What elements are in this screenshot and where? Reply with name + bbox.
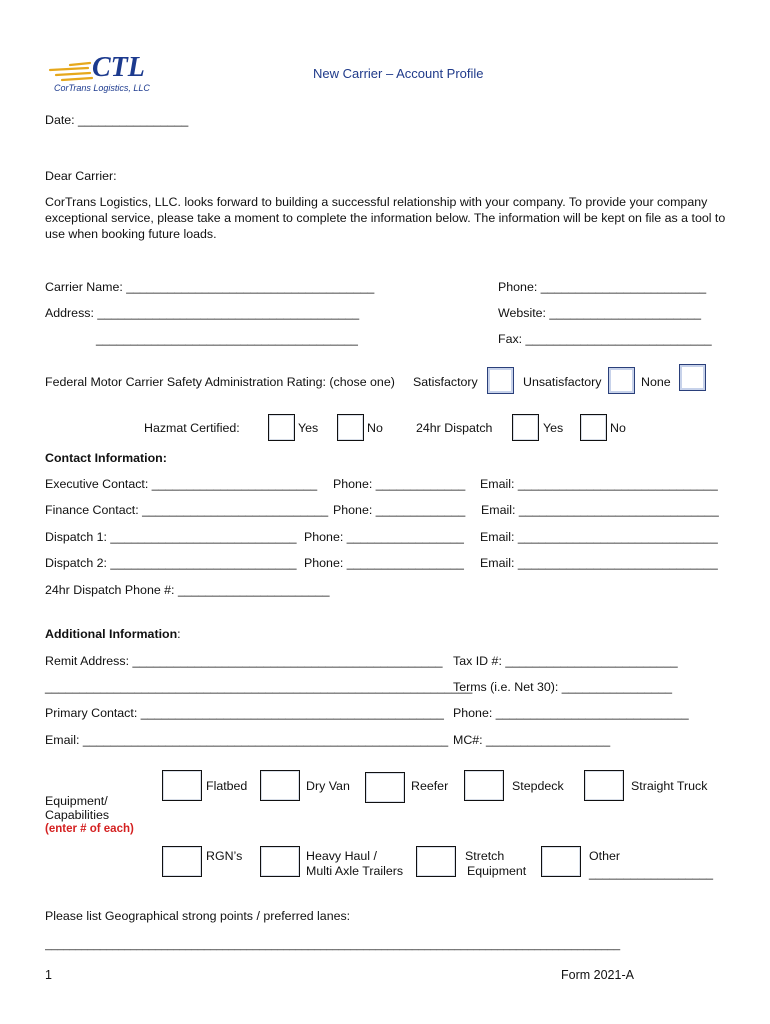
- stepdeck-count-box[interactable]: [464, 770, 504, 801]
- carrier-address-line2[interactable]: ______________________________________: [96, 332, 358, 346]
- equipment-note: (enter # of each): [45, 823, 134, 835]
- lanes-field[interactable]: ______________________________________________________________________________________________: [45, 939, 621, 951]
- finance-phone-field[interactable]: Phone: _____________: [333, 503, 466, 517]
- carrier-address-field[interactable]: Address: ______________________________________: [45, 306, 360, 320]
- unsatisfactory-checkbox[interactable]: [608, 367, 635, 394]
- dispatch2-phone-field[interactable]: Phone: _________________: [304, 556, 464, 570]
- ctl-logo: [48, 48, 163, 96]
- equipment-label-line2: Capabilities: [45, 808, 110, 822]
- hazmat-no-checkbox[interactable]: [337, 414, 364, 441]
- satisfactory-checkbox[interactable]: [487, 367, 514, 394]
- other-count-box[interactable]: [541, 846, 581, 877]
- stepdeck-label: Stepdeck: [512, 779, 564, 793]
- dispatch24-yes-label: Yes: [543, 421, 564, 435]
- page-number: 1: [45, 968, 52, 982]
- dispatch1-phone-field[interactable]: Phone: _________________: [304, 530, 464, 544]
- stretch-label-line2: Equipment: [467, 864, 527, 878]
- terms-field[interactable]: Terms (i.e. Net 30): ________________: [453, 680, 673, 694]
- heavy-haul-count-box[interactable]: [260, 846, 300, 877]
- logo-wordmark: CTL: [92, 52, 145, 83]
- remit-address-field[interactable]: Remit Address: _____________________________________________: [45, 654, 443, 668]
- executive-phone-field[interactable]: Phone: _____________: [333, 477, 466, 491]
- dispatch24-no-label: No: [610, 421, 626, 435]
- finance-email-field[interactable]: Email: _____________________________: [481, 503, 719, 517]
- primary-contact-field[interactable]: Primary Contact: ____________________________________________: [45, 706, 444, 720]
- lanes-label: Please list Geographical strong points / preferred lanes:: [45, 909, 351, 923]
- mc-number-field[interactable]: MC#: __________________: [453, 733, 611, 747]
- dry-van-count-box[interactable]: [260, 770, 300, 801]
- dispatch24-phone-field[interactable]: 24hr Dispatch Phone #: ______________________: [45, 583, 330, 597]
- executive-contact-field[interactable]: Executive Contact: ________________________: [45, 477, 318, 491]
- hazmat-no-label: No: [367, 421, 383, 435]
- dispatch2-field[interactable]: Dispatch 2: ___________________________: [45, 556, 297, 570]
- straight-truck-count-box[interactable]: [584, 770, 624, 801]
- finance-contact-field[interactable]: Finance Contact: ___________________________: [45, 503, 329, 517]
- dispatch2-email-field[interactable]: Email: _____________________________: [480, 556, 718, 570]
- dispatch24-yes-checkbox[interactable]: [512, 414, 539, 441]
- stretch-label-line1: Stretch: [465, 849, 505, 863]
- additional-heading: [45, 627, 181, 642]
- carrier-phone-field[interactable]: Phone: ________________________: [498, 280, 707, 294]
- none-checkbox[interactable]: [679, 364, 706, 391]
- reefer-label: Reefer: [411, 779, 449, 793]
- hazmat-label: Hazmat Certified:: [144, 421, 240, 435]
- flatbed-count-box[interactable]: [162, 770, 202, 801]
- fmcsa-option-none: None: [641, 375, 671, 389]
- dispatch1-email-field[interactable]: Email: _____________________________: [480, 530, 718, 544]
- additional-email-field[interactable]: Email: _____________________________________________________: [45, 733, 449, 747]
- stretch-count-box[interactable]: [416, 846, 456, 877]
- dispatch24-no-checkbox[interactable]: [580, 414, 607, 441]
- rgn-count-box[interactable]: [162, 846, 202, 877]
- remit-address-line2[interactable]: ______________________________________________________________: [45, 680, 473, 694]
- flatbed-label: Flatbed: [206, 779, 248, 793]
- other-description-field[interactable]: __________________: [589, 866, 714, 880]
- additional-phone-field[interactable]: Phone: ____________________________: [453, 706, 689, 720]
- speed-lines-icon: [50, 63, 92, 80]
- equipment-label-line1: Equipment/: [45, 794, 108, 808]
- contact-heading: Contact Information:: [45, 451, 167, 465]
- dry-van-label: Dry Van: [306, 779, 350, 793]
- logo-tagline: CorTrans Logistics, LLC: [54, 83, 150, 93]
- fmcsa-option-unsatisfactory: Unsatisfactory: [523, 375, 602, 389]
- rgn-label: RGN’s: [206, 849, 243, 863]
- heavy-haul-label-line1: Heavy Haul /: [306, 849, 377, 863]
- carrier-name-field[interactable]: Carrier Name: ____________________________________: [45, 280, 375, 294]
- fmcsa-rating-label: Federal Motor Carrier Safety Administration Rating: (chose one): [45, 375, 395, 389]
- reefer-count-box[interactable]: [365, 772, 405, 803]
- additional-heading-text: Additional Information: [45, 627, 178, 641]
- hazmat-yes-checkbox[interactable]: [268, 414, 295, 441]
- fmcsa-option-satisfactory: Satisfactory: [413, 375, 478, 389]
- carrier-website-field[interactable]: Website: ______________________: [498, 306, 702, 320]
- heavy-haul-label-line2: Multi Axle Trailers: [306, 864, 404, 878]
- dispatch1-field[interactable]: Dispatch 1: ___________________________: [45, 530, 297, 544]
- executive-email-field[interactable]: Email: _____________________________: [480, 477, 718, 491]
- greeting: Dear Carrier:: [45, 169, 117, 183]
- page-title: New Carrier – Account Profile: [313, 66, 484, 81]
- carrier-fax-field[interactable]: Fax: ___________________________: [498, 332, 712, 346]
- other-label: Other: [589, 849, 620, 863]
- form-code: Form 2021-A: [561, 968, 634, 982]
- intro-paragraph: CorTrans Logistics, LLC. looks forward to building a successful relationship with your company. To provide your company exceptional service, please take a moment to complete the information below. The information will be kept on file as a tool to use when booking future loads.: [45, 195, 726, 241]
- additional-heading-colon: :: [177, 627, 181, 641]
- straight-truck-label: Straight Truck: [631, 779, 708, 793]
- tax-id-field[interactable]: Tax ID #: _________________________: [453, 654, 678, 668]
- dispatch24-label: 24hr Dispatch: [416, 421, 493, 435]
- hazmat-yes-label: Yes: [298, 421, 319, 435]
- date-field[interactable]: Date: ________________: [45, 113, 189, 127]
